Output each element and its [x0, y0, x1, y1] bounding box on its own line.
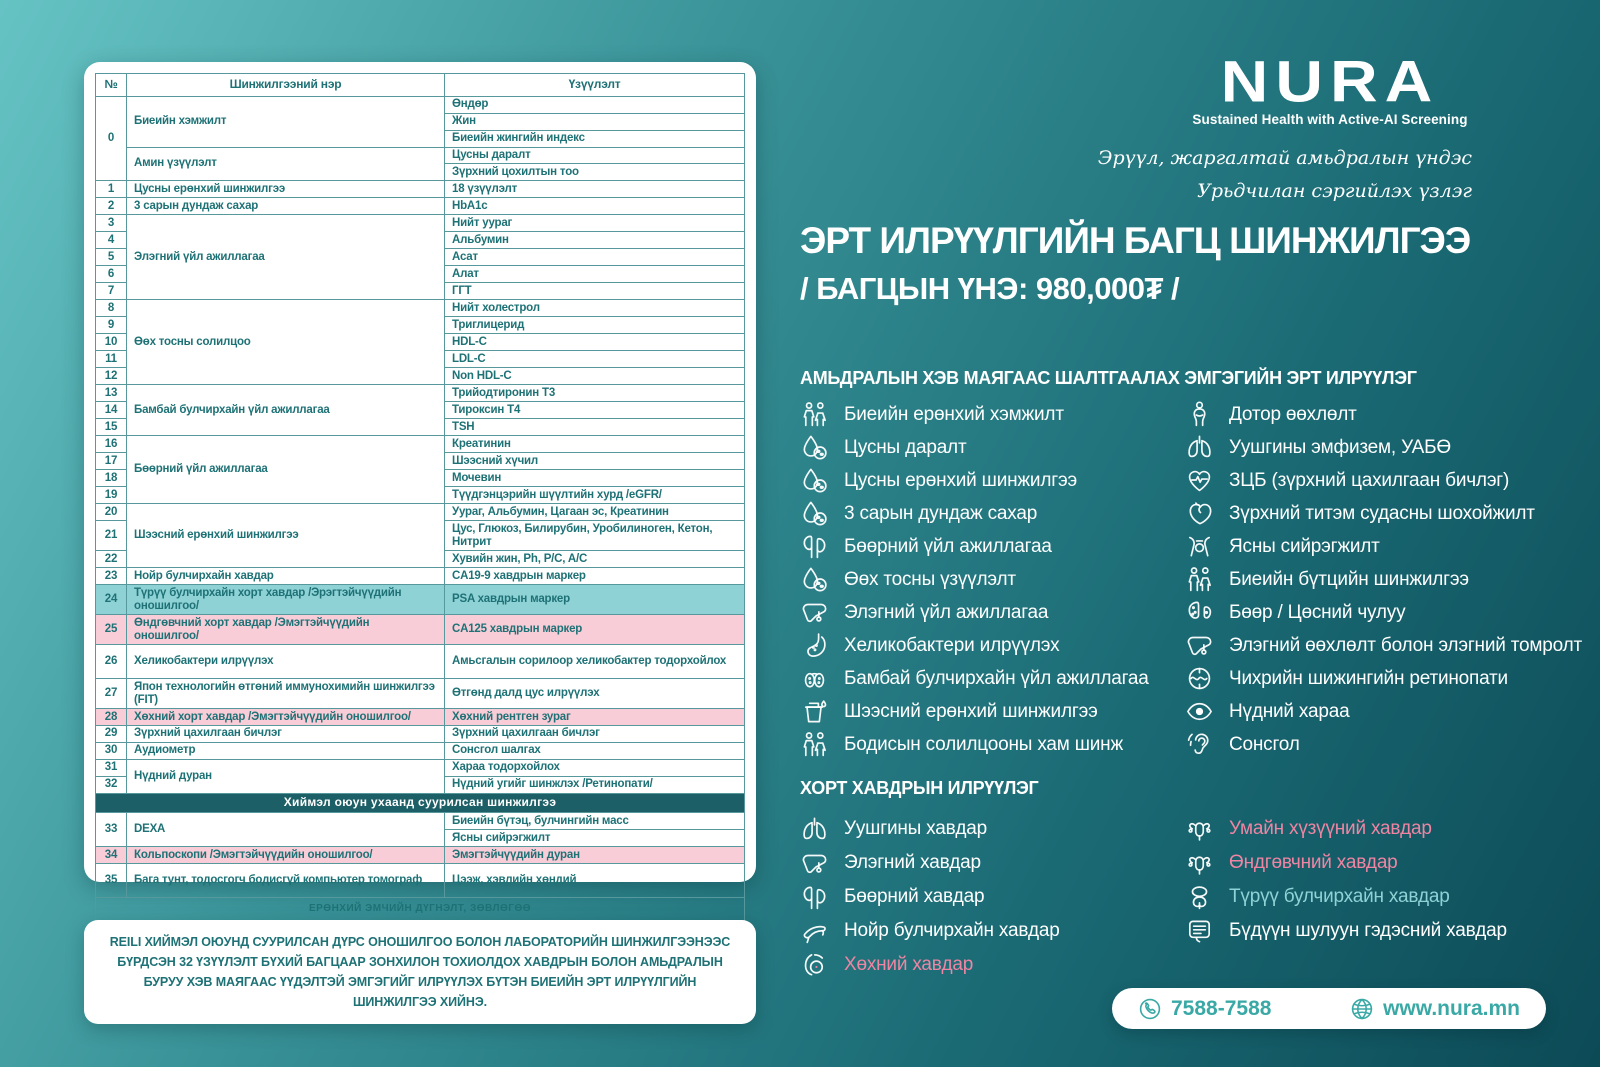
screening-item: [1185, 431, 1590, 464]
title-line-2-price: / БАГЦЫН ҮНЭ: 980,000₮ /: [800, 270, 1180, 306]
table-row: [96, 385, 745, 402]
screening-item: [800, 596, 1185, 629]
table-cell: 14: [96, 402, 127, 419]
table-cell: Түүдгэнцэрийн шүүлтийн хурд /eGFR/: [445, 487, 745, 504]
table-cell: Аудиометр: [127, 742, 445, 759]
screening-item-label: Элэгний хавдар: [844, 852, 981, 873]
table-cell: 7: [96, 283, 127, 300]
retina-icon: [1185, 664, 1214, 693]
table-cell: 22: [96, 551, 127, 568]
screening-item: [1185, 464, 1590, 497]
lungs-icon: [1185, 433, 1214, 462]
screening-item-label: Бөөрний хавдар: [844, 886, 985, 907]
screening-item-label: Хеликобактери илрүүлэх: [844, 634, 1060, 656]
kidneys-icon: [800, 883, 829, 912]
cancer-list-col1: [800, 812, 1185, 982]
table-cell: 1: [96, 181, 127, 198]
screening-item: [800, 464, 1185, 497]
table-row: [96, 864, 745, 898]
screening-item: [1185, 695, 1590, 728]
table-cell: 19: [96, 487, 127, 504]
people-icon: [800, 400, 829, 429]
screening-item-label: Умайн хүзүүний хавдар: [1229, 818, 1432, 839]
table-cell: CA19-9 хавдрын маркер: [445, 568, 745, 585]
screening-item-label: 3 сарын дундаж сахар: [844, 502, 1038, 524]
disclaimer-text: REILI ХИЙМЭЛ ОЮУНД СУУРИЛСАН ДҮРС ОНОШИЛГОО БОЛОН ЛАБОРАТОРИЙН ШИНЖИЛГЭЭНЭЭС БҮРДСЭН 32 ҮЗҮҮЛЭЛТ БҮХИЙ БАГЦААР ЗОНХИЛОН ТОХИОЛДОХ ХАВДРЫН БОЛОН АМЬДРАЛЫН БУРУУ ХЭВ МАЯГААС ҮҮДЭЛТЭЙ ЭМГЭГИЙГ ИЛРҮҮЛЭХ БҮТЭН БИЕИЙН ЭРТ ИЛРҮҮЛГИЙН ШИНЖИЛГЭЭ ХИЙНЭ.: [109, 935, 731, 1009]
table-cell: Кольпоскопи /Эмэгтэйчүүдийн оношилгоо/: [127, 847, 445, 864]
body-icon: [1185, 400, 1214, 429]
phone-number: 7588-7588: [1171, 996, 1272, 1020]
table-cell: Сонсгол шалгах: [445, 742, 745, 759]
table-row: [96, 181, 745, 198]
screening-table-card: [84, 62, 756, 915]
liver-icon: [1185, 631, 1214, 660]
table-cell: 32: [96, 776, 127, 793]
thyroid-icon: [800, 664, 829, 693]
cancer-list-col2: [1185, 812, 1590, 948]
table-cell: Нүдний угийг шинжлэх /Ретинопати/: [445, 776, 745, 793]
table-row: [96, 300, 745, 317]
screening-item-label: Элэгний өөхлөлт болон элэгний томролт: [1229, 634, 1582, 656]
table-cell: 24: [96, 585, 127, 615]
brand-tagline: Sustained Health with Active-AI Screening: [1192, 112, 1468, 127]
table-row: [96, 215, 745, 232]
table-cell: Цээж, хэвлийн хөндий: [445, 864, 745, 898]
uterus-icon: [1185, 815, 1214, 844]
screening-item-label: Биеийн бүтцийн шинжилгээ: [1229, 568, 1469, 590]
table-cell: 11: [96, 351, 127, 368]
table-cell: Амьсгалын сорилоор хеликобактер тодорхойлох: [445, 645, 745, 679]
table-cell: Хиймэл оюун ухаанд суурилсан шинжилгээ: [96, 793, 745, 813]
table-cell: PSA хавдрын маркер: [445, 585, 745, 615]
screening-item-label: Шээсний ерөнхий шинжилгээ: [844, 700, 1098, 722]
table-cell: 23: [96, 568, 127, 585]
people-icon: [1185, 565, 1214, 594]
table-row: [96, 847, 745, 864]
slogan-line-2: Урьдчилан сэргийлэх үзлэг: [1197, 180, 1472, 203]
table-row: [96, 725, 745, 742]
table-cell: Альбумин: [445, 232, 745, 249]
table-cell: 20: [96, 504, 127, 521]
screening-item-label: Хөхний хавдар: [844, 954, 974, 975]
table-row: [96, 898, 745, 920]
table-cell: 9: [96, 317, 127, 334]
stomach-icon: [800, 631, 829, 660]
table-cell: Өөх тосны солилцоо: [127, 300, 445, 385]
screening-item-label: Уушгины эмфизем, УАБӨ: [1229, 436, 1451, 458]
screening-table: [95, 73, 745, 921]
table-cell: Зүрхний цахилгаан бичлэг: [127, 725, 445, 742]
blood-drop-icon: [800, 565, 829, 594]
contact-bar: [1112, 988, 1546, 1029]
screening-item: [800, 398, 1185, 431]
table-row: [96, 615, 745, 645]
table-cell: Хөхний рентген зураг: [445, 709, 745, 726]
pelvis-icon: [1185, 532, 1214, 561]
table-cell: 15: [96, 419, 127, 436]
screening-item-label: Биеийн ерөнхий хэмжилт: [844, 403, 1064, 425]
table-row: [96, 436, 745, 453]
table-cell: Амин үзүүлэлт: [127, 147, 445, 181]
globe-icon: [1350, 997, 1374, 1021]
table-row: [96, 813, 745, 830]
table-cell: Non HDL-C: [445, 368, 745, 385]
table-cell: 10: [96, 334, 127, 351]
table-cell: Жин: [445, 113, 745, 130]
table-cell: 18 үзүүлэлт: [445, 181, 745, 198]
table-header-row: [96, 74, 745, 97]
table-cell: Цусны ерөнхий шинжилгээ: [127, 181, 445, 198]
kidneys-icon: [800, 532, 829, 561]
table-cell: Биеийн бүтэц, булчингийн масс: [445, 813, 745, 830]
liver-icon: [800, 849, 829, 878]
table-cell: Түрүү булчирхайн хорт хавдар /Эрэгтэйчүүдийн оношилгоо/: [127, 585, 445, 615]
table-cell: 3: [96, 215, 127, 232]
screening-item-label: Чихрийн шижингийн ретинопати: [1229, 667, 1508, 689]
brand-block: [1190, 48, 1470, 127]
table-cell: ЕРӨНХИЙ ЭМЧИЙН ДҮГНЭЛТ, ЗӨВЛӨГӨӨ: [96, 898, 745, 920]
table-row: [96, 679, 745, 709]
screening-item-label: Ясны сийрэгжилт: [1229, 535, 1380, 557]
pancreas-icon: [800, 917, 829, 946]
table-cell: 28: [96, 709, 127, 726]
table-cell: TSH: [445, 419, 745, 436]
screening-item: [1185, 728, 1590, 761]
table-cell: 31: [96, 759, 127, 776]
table-cell: 35: [96, 864, 127, 898]
website-contact[interactable]: [1350, 997, 1520, 1021]
screening-item: [800, 530, 1185, 563]
table-cell: 30: [96, 742, 127, 759]
table-cell: Бамбай булчирхайн үйл ажиллагаа: [127, 385, 445, 436]
ear-icon: [1185, 730, 1214, 759]
screening-item-label: Түрүү булчирхайн хавдар: [1229, 886, 1450, 907]
table-cell: 8: [96, 300, 127, 317]
eye-icon: [1185, 697, 1214, 726]
table-cell: 18: [96, 470, 127, 487]
blood-drop-icon: [800, 499, 829, 528]
screening-item-label: Бүдүүн шулуун гэдэсний хавдар: [1229, 920, 1507, 941]
table-cell: Асат: [445, 249, 745, 266]
screening-item-label: Өндгөвчний хавдар: [1229, 852, 1398, 873]
lifestyle-list-col2: [1185, 398, 1590, 761]
table-row: [96, 504, 745, 521]
heart-icon: [1185, 499, 1214, 528]
table-cell: Биеийн хэмжилт: [127, 96, 445, 147]
screening-item: [800, 662, 1185, 695]
disclaimer-box: [84, 920, 756, 1024]
table-cell: Зүрхний цохилтын тоо: [445, 164, 745, 181]
table-cell: 6: [96, 266, 127, 283]
screening-item: [800, 497, 1185, 530]
table-cell: 26: [96, 645, 127, 679]
table-cell: ГГТ: [445, 283, 745, 300]
title-line-1: ЭРТ ИЛРҮҮЛГИЙН БАГЦ ШИНЖИЛГЭЭ: [800, 220, 1471, 261]
table-cell: Япон технологийн өтгөний иммунохимийн шинжилгээ (FIT): [127, 679, 445, 709]
table-header-cell: Үзүүлэлт: [445, 74, 745, 97]
table-cell: 27: [96, 679, 127, 709]
screening-item-label: Бамбай булчирхайн үйл ажиллагаа: [844, 667, 1149, 689]
table-cell: Цусны даралт: [445, 147, 745, 164]
table-cell: Элэгний үйл ажиллагаа: [127, 215, 445, 300]
screening-item: [1185, 662, 1590, 695]
table-row: [96, 793, 745, 813]
screening-item: [1185, 914, 1590, 948]
table-cell: Бага тунт, тодосгогч бодисгүй компьютер томограф: [127, 864, 445, 898]
table-cell: HbA1c: [445, 198, 745, 215]
blood-drop-icon: [800, 466, 829, 495]
table-cell: Өндгөвчний хорт хавдар /Эмэгтэйчүүдийн оношилгоо/: [127, 615, 445, 645]
table-cell: 33: [96, 813, 127, 847]
table-row: [96, 645, 745, 679]
table-row: [96, 709, 745, 726]
uterus-icon: [1185, 849, 1214, 878]
table-header-cell: Шинжилгээний нэр: [127, 74, 445, 97]
lifestyle-list-col1: [800, 398, 1185, 761]
website-url: www.nura.mn: [1383, 996, 1520, 1020]
screening-item-label: Сонсгол: [1229, 733, 1300, 755]
table-row: [96, 198, 745, 215]
screening-item: [1185, 563, 1590, 596]
table-row: [96, 759, 745, 776]
table-cell: Өндөр: [445, 96, 745, 113]
table-cell: Шээсний хүчил: [445, 453, 745, 470]
table-row: [96, 96, 745, 113]
screening-item: [1185, 629, 1590, 662]
lungs-icon: [800, 815, 829, 844]
table-cell: Бөөрний үйл ажиллагаа: [127, 436, 445, 504]
breast-icon: [800, 951, 829, 980]
screening-item: [1185, 497, 1590, 530]
package-title: [800, 220, 1470, 307]
screening-item: [800, 695, 1185, 728]
table-cell: CA125 хавдрын маркер: [445, 615, 745, 645]
screening-item: [1185, 596, 1590, 629]
table-cell: Тироксин Т4: [445, 402, 745, 419]
table-header-cell: №: [96, 74, 127, 97]
table-cell: Трийодтиронин Т3: [445, 385, 745, 402]
screening-item: [800, 563, 1185, 596]
table-cell: 0: [96, 96, 127, 181]
table-cell: Өтгөнд далд цус илрүүлэх: [445, 679, 745, 709]
slogan-line-1: Эрүүл, жаргалтай амьдралын үндэс: [1097, 147, 1472, 169]
intestine-icon: [1185, 917, 1214, 946]
section-header-lifestyle: АМЬДРАЛЫН ХЭВ МАЯГААС ШАЛТГААЛАХ ЭМГЭГИЙН ЭРТ ИЛРҮҮЛЭГ: [800, 368, 1417, 388]
table-row: [96, 147, 745, 164]
screening-item-label: Зүрхний титэм судасны шохойжилт: [1229, 502, 1535, 524]
table-cell: Нийт уураг: [445, 215, 745, 232]
table-cell: 13: [96, 385, 127, 402]
screening-item: [1185, 398, 1590, 431]
table-cell: 16: [96, 436, 127, 453]
screening-item-label: Цусны ерөнхий шинжилгээ: [844, 469, 1077, 491]
screening-item: [1185, 812, 1590, 846]
table-cell: Алат: [445, 266, 745, 283]
table-cell: 2: [96, 198, 127, 215]
table-cell: Креатинин: [445, 436, 745, 453]
table-cell: Мочевин: [445, 470, 745, 487]
urine-cup-icon: [800, 697, 829, 726]
screening-item-label: Нүдний хараа: [1229, 700, 1350, 722]
table-cell: Хараа тодорхойлох: [445, 759, 745, 776]
heart-pulse-icon: [1185, 466, 1214, 495]
screening-item-label: Бодисын солилцооны хам шинж: [844, 733, 1123, 755]
table-cell: Биеийн жингийн индекс: [445, 130, 745, 147]
screening-item: [800, 629, 1185, 662]
screening-item-label: ЗЦБ (зүрхний цахилгаан бичлэг): [1229, 469, 1510, 491]
screening-item-label: Нойр булчирхайн хавдар: [844, 920, 1060, 941]
kidney-stone-icon: [1185, 598, 1214, 627]
screening-item-label: Өөх тосны үзүүлэлт: [844, 568, 1016, 590]
table-cell: 17: [96, 453, 127, 470]
brand-slogan: [1098, 142, 1472, 209]
screening-item: [1185, 846, 1590, 880]
screening-item: [800, 880, 1185, 914]
screening-item-label: Бөөрний үйл ажиллагаа: [844, 535, 1052, 557]
table-cell: Ясны сийрэгжилт: [445, 830, 745, 847]
table-cell: Уураг, Альбумин, Цагаан эс, Креатинин: [445, 504, 745, 521]
table-cell: Хеликобактери илрүүлэх: [127, 645, 445, 679]
table-cell: 21: [96, 521, 127, 551]
table-cell: Шээсний ерөнхий шинжилгээ: [127, 504, 445, 568]
screening-item-label: Дотор өөхлөлт: [1229, 403, 1357, 425]
screening-item-label: Цусны даралт: [844, 436, 967, 458]
table-row: [96, 568, 745, 585]
section-header-cancer: ХОРТ ХАВДРЫН ИЛРҮҮЛЭГ: [800, 778, 1039, 798]
screening-item: [800, 914, 1185, 948]
blood-drop-icon: [800, 433, 829, 462]
table-cell: Нүдний дуран: [127, 759, 445, 793]
liver-icon: [800, 598, 829, 627]
table-cell: Хувийн жин, Ph, P/C, A/C: [445, 551, 745, 568]
table-cell: Нойр булчирхайн хавдар: [127, 568, 445, 585]
table-cell: 5: [96, 249, 127, 266]
table-cell: 25: [96, 615, 127, 645]
table-cell: 4: [96, 232, 127, 249]
table-cell: 34: [96, 847, 127, 864]
screening-item-label: Уушгины хавдар: [844, 818, 987, 839]
screening-item-label: Бөөр / Цөсний чулуу: [1229, 601, 1406, 623]
nura-logo: NURA: [1220, 48, 1440, 114]
table-row: [96, 742, 745, 759]
table-cell: Цус, Глюкоз, Билирубин, Уробилиноген, Кетон, Нитрит: [445, 521, 745, 551]
table-cell: Нийт холестрол: [445, 300, 745, 317]
phone-icon: [1138, 997, 1162, 1021]
table-cell: DEXA: [127, 813, 445, 847]
screening-item: [800, 431, 1185, 464]
table-cell: Хөхний хорт хавдар /Эмэгтэйчүүдийн оношилгоо/: [127, 709, 445, 726]
table-row: [96, 585, 745, 615]
screening-item: [800, 948, 1185, 982]
phone-contact[interactable]: [1138, 997, 1271, 1021]
screening-item: [800, 728, 1185, 761]
table-cell: Эмэгтэйчүүдийн дуран: [445, 847, 745, 864]
table-cell: 12: [96, 368, 127, 385]
people-icon: [800, 730, 829, 759]
screening-item: [800, 812, 1185, 846]
screening-item: [1185, 880, 1590, 914]
screening-item: [800, 846, 1185, 880]
prostate-icon: [1185, 883, 1214, 912]
table-cell: Триглицерид: [445, 317, 745, 334]
table-cell: Зүрхний цахилгаан бичлэг: [445, 725, 745, 742]
table-cell: 29: [96, 725, 127, 742]
table-cell: 3 сарын дундаж сахар: [127, 198, 445, 215]
table-cell: LDL-C: [445, 351, 745, 368]
screening-item: [1185, 530, 1590, 563]
screening-item-label: Элэгний үйл ажиллагаа: [844, 601, 1049, 623]
table-cell: HDL-C: [445, 334, 745, 351]
